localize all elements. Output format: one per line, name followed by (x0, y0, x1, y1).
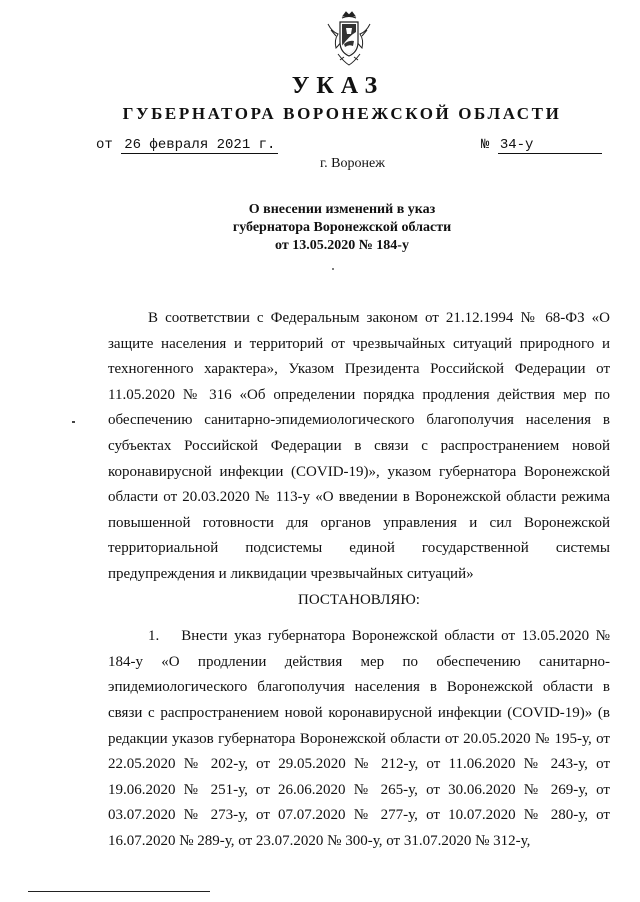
scan-speck (72, 421, 75, 423)
date-line (96, 137, 278, 154)
document-type-title: УКАЗ (291, 73, 385, 99)
number-prefix: № (481, 137, 490, 153)
footnote-divider (28, 891, 210, 892)
item-number: 1. (148, 628, 160, 645)
document-subject (0, 201, 640, 255)
issuer-title: ГУБЕРНАТОРА ВОРОНЕЖСКОЙ ОБЛАСТИ (122, 104, 562, 123)
item-paragraph (108, 624, 610, 854)
document-body (108, 306, 610, 854)
number-field: 34-у (498, 138, 602, 154)
number-line (481, 137, 602, 154)
scan-speck (332, 268, 334, 270)
subject-line: губернатора Воронежской области (232, 220, 452, 235)
coat-of-arms-icon (322, 10, 376, 68)
preamble-paragraph: В соответствии с Федеральным законом от 21.12.1994 № 68-ФЗ «О защите населения и территорий от чрезвычайных ситуаций природного и техногенного характера», Указом Президента Российской Федерации от 11.05.2020 № 316 «Об определении порядка продления действия мер по обеспечению санитарно-эпидемиологического благополучия населения в субъектах Российской Федерации в связи с распространением новой коронавирусной инфекции (COVID-19)», указом губернатора Воронежской области от 20.03.2020 № 113-у «О введении в Воронежской области режима повышенной готовности для органов управления и сил Воронежской территориальной подсистемы единой государственной системы предупреждения и ликвидации чрезвычайных ситуаций» (108, 310, 610, 582)
decree-heading: ПОСТАНОВЛЯЮ: (298, 591, 420, 608)
city-label: г. Воронеж (320, 156, 385, 171)
item-text: Внести указ губернатора Воронежской области от 13.05.2020 № 184-у «О продлении действия мер по обеспечению санитарно-эпидемиологического благополучия населения в Воронежской области в связи с распространением новой коронавирусной инфекции (COVID-19)» (в редакции указов губернатора Воронежской области от 20.05.2020 № 195-у, от 22.05.2020 № 202-у, от 29.05.2020 № 212-у, от 11.06.2020 № 243-у, от 19.06.2020 № 251-у, от 26.06.2020 № 265-у, от 30.06.2020 № 269-у, от 03.07.2020 № 273-у, от 07.07.2020 № 277-у, от 10.07.2020 № 280-у, от 16.07.2020 № 289-у, от 23.07.2020 № 300-у, от 31.07.2020 № 312-у, (108, 628, 610, 849)
date-field: 26 февраля 2021 г. (121, 138, 278, 154)
subject-line: О внесении изменений в указ (248, 202, 436, 217)
subject-line: от 13.05.2020 № 184-у (275, 238, 409, 253)
date-prefix: от (96, 137, 113, 153)
